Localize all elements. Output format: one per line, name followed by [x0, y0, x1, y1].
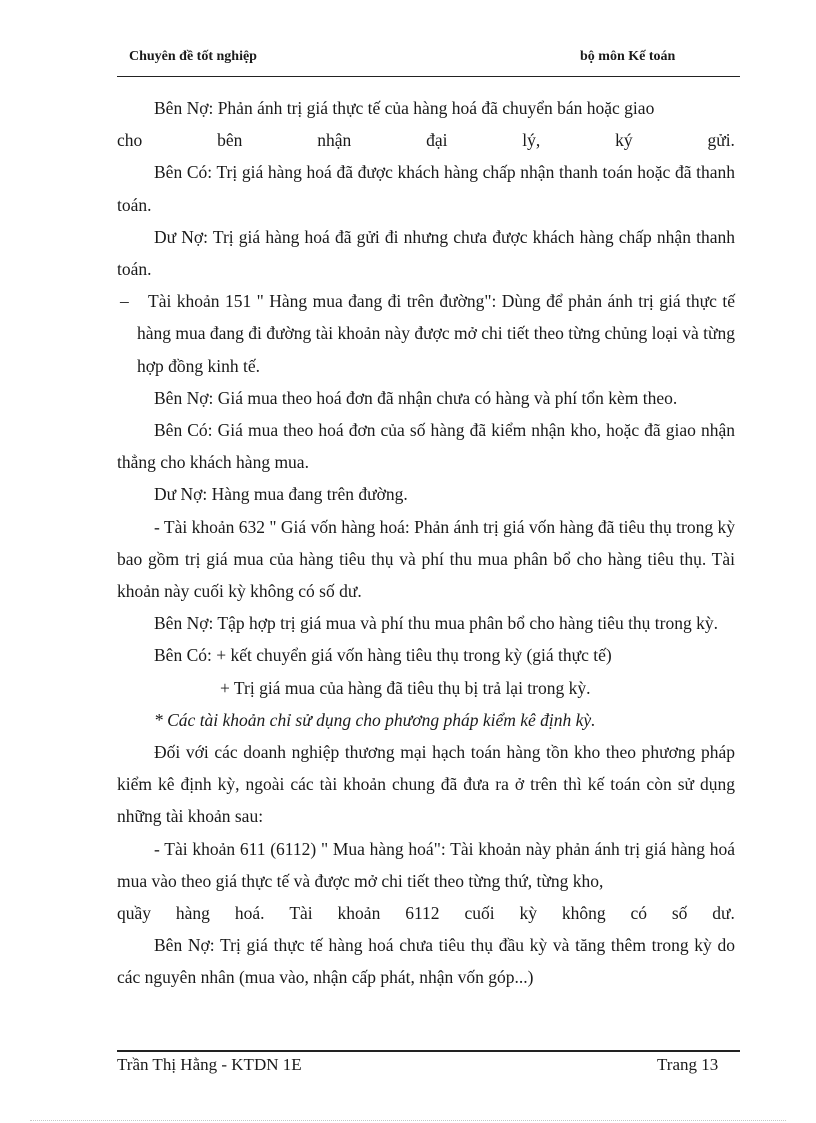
word: dư. — [712, 903, 735, 924]
paragraph-tk611: - Tài khoản 611 (6112) " Mua hàng hoá": Tài khoản này phản ánh trị giá hàng hoá mua vào theo giá thực tế và được mở chi tiết theo từng thứ, từng kho, — [117, 838, 735, 891]
paragraph-ben-co-632: Bên Có: + kết chuyển giá vốn hàng tiêu thụ trong kỳ (giá thực tế) — [154, 645, 612, 666]
word: khoản — [337, 903, 381, 924]
header-department: bộ môn Kế toán — [580, 49, 676, 64]
page-bottom-dotted-edge — [30, 1120, 786, 1121]
header-divider — [117, 76, 740, 77]
document-body — [117, 92, 735, 994]
paragraph-tk632: - Tài khoản 632 " Giá vốn hàng hoá: Phản ánh trị giá vốn hàng đã tiêu thụ trong kỳ bao gồm trị giá mua của hàng tiêu thụ và phí thu mua phân bổ cho hàng tiêu thụ. Tài khoản này cuối kỳ không có số dư. — [117, 516, 735, 602]
word: cuối — [464, 903, 495, 924]
dash-bullet: – — [120, 291, 129, 312]
word: lý, — [522, 130, 541, 151]
word: không — [561, 903, 606, 924]
paragraph-ben-no-632: Bên Nợ: Tập hợp trị giá mua và phí thu mua phân bổ cho hàng tiêu thụ trong kỳ. — [154, 613, 718, 634]
word: quầy — [117, 903, 152, 924]
paragraph-du-no: Dư Nợ: Trị giá hàng hoá đã gửi đi nhưng chưa được khách hàng chấp nhận thanh toán. — [117, 226, 735, 280]
footer-divider — [117, 1050, 740, 1052]
page-header — [117, 49, 740, 71]
paragraph-du-no-151: Dư Nợ: Hàng mua đang trên đường. — [154, 484, 408, 505]
word: nhận — [317, 130, 352, 151]
paragraph-ben-no-611: Bên Nợ: Trị giá thực tế hàng hoá chưa tiêu thụ đầu kỳ và tăng thêm trong kỳ do các nguyên nhân (mua vào, nhận cấp phát, nhận vốn góp...) — [117, 935, 735, 988]
word: 6112 — [405, 903, 440, 924]
word: có — [630, 903, 647, 924]
footer-page-number: Trang 13 — [657, 1055, 719, 1074]
word: đại — [426, 130, 448, 151]
paragraph-spread-line — [117, 124, 735, 156]
paragraph-ben-co-632-item2: + Trị giá mua của hàng đã tiêu thụ bị trả lại trong kỳ. — [220, 677, 591, 698]
word: gửi. — [707, 130, 735, 151]
paragraph-ben-no-gui-ban: Bên Nợ: Phản ánh trị giá thực tế của hàng hoá đã chuyển bán hoặc giao — [154, 98, 655, 118]
word: ký — [615, 130, 633, 151]
list-item-tk151 — [117, 285, 735, 382]
list-item-text: Tài khoản 151 " Hàng mua đang đi trên đường": Dùng để phản ánh trị giá thực tế hàng mua đang đi đường tài khoản này được mở chi tiết theo từng chủng loại và từng hợp đồng kinh tế. — [137, 291, 735, 376]
paragraph-doi-voi: Đối với các doanh nghiệp thương mại hạch toán hàng tồn kho theo phương pháp kiểm kê định kỳ, ngoài các tài khoản chung đã đưa ra ở trên thì kế toán còn sử dụng những tài khoản sau: — [117, 742, 735, 827]
word: hàng — [175, 903, 210, 924]
word: cho — [117, 130, 143, 151]
header-thesis-title: Chuyên đề tốt nghiệp — [129, 49, 257, 64]
word: Tài — [289, 903, 313, 924]
paragraph-spread-line — [117, 897, 735, 929]
section-note-kiem-ke: * Các tài khoản chỉ sử dụng cho phương pháp kiểm kê định kỳ. — [154, 709, 596, 730]
word: số — [671, 903, 688, 924]
word: hoá. — [234, 903, 265, 924]
paragraph-ben-co: Bên Có: Trị giá hàng hoá đã được khách hàng chấp nhận thanh toán hoặc đã thanh toán. — [117, 162, 735, 215]
footer-author: Trần Thị Hằng - KTDN 1E — [117, 1055, 302, 1074]
word: kỳ — [519, 903, 537, 924]
paragraph-ben-co-151: Bên Có: Giá mua theo hoá đơn của số hàng đã kiểm nhận kho, hoặc đã giao nhận thẳng cho khách hàng mua. — [117, 420, 735, 473]
word: bên — [217, 130, 243, 151]
paragraph-ben-no-151: Bên Nợ: Giá mua theo hoá đơn đã nhận chưa có hàng và phí tổn kèm theo. — [154, 387, 678, 408]
